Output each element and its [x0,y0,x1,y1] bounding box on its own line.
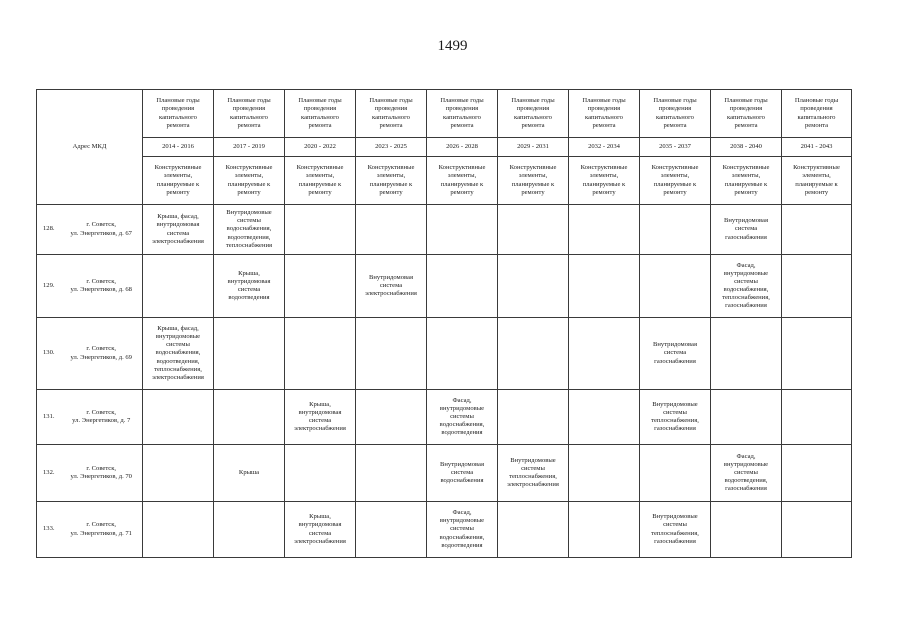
cell-text-line: ремонта [804,121,829,129]
cell-text-line: планируемые к [511,180,555,188]
cell-text-line: внутридомовая [298,521,342,529]
cell-text-line: Крыша, фасад, [157,213,199,221]
cell-text-line: электроснабжения [294,425,346,433]
cell-text-line: планируемые к [582,180,626,188]
repair-elements-cell [640,445,711,502]
cell-text-line: системы [734,277,758,285]
repair-elements-cell [782,502,852,558]
repair-elements-cell [640,318,711,390]
repair-elements-cell [356,502,427,558]
row-number: 130. [37,318,61,390]
cell-text-line: Внутридомовая [440,460,484,468]
cell-text-line: г. Советск, [86,408,117,416]
cell-text-line: Конструктивные [651,164,699,172]
cell-text-line: капитального [656,113,694,121]
cell-text-line: проведения [516,105,550,113]
cell-text-line: ремонта [166,121,190,129]
cell-text-line: водоснабжения [440,477,484,485]
cell-text-line: система [308,417,332,424]
table-row [37,445,852,502]
cell-text-line: г. Советск, [86,221,117,229]
repair-elements-cell [285,318,356,390]
period-elements-header [569,157,640,205]
row-number: 129. [37,255,61,318]
cell-text-line: Крыша, [309,513,331,521]
cell-text-line: Плановые годы [156,97,200,105]
cell-text-line: Крыша, фасад, [157,325,199,333]
cell-text-line: проведения [374,105,408,113]
cell-text-line: элементы, [802,172,831,180]
repair-elements-cell [498,318,569,390]
repair-elements-cell [143,205,214,255]
cell-text-line: Крыша, [238,269,260,277]
cell-text-line: внутридомовая [227,277,271,285]
cell-text-line: Конструктивные [367,164,415,172]
period-title-header [143,90,214,138]
repair-elements-cell [143,318,214,390]
cell-text-line: системы [521,464,545,472]
repair-elements-cell [498,390,569,445]
cell-text-line: ремонту [804,188,829,196]
cell-text-line: проведения [445,105,479,113]
cell-text-line: ремонту [592,188,616,196]
cell-text-line: элементы, [163,172,193,180]
cell-text-line: Плановые годы [298,97,342,105]
period-years-header: 2041 - 2043 [782,138,852,157]
cell-text-line: водоснабжения, [439,421,485,429]
cell-text-line: планируемые к [724,180,768,188]
cell-text-line: ремонта [379,121,403,129]
repair-elements-cell [143,502,214,558]
cell-text-line: газоснабжения [725,302,767,310]
repair-elements-cell [640,255,711,318]
repair-elements-cell [427,205,498,255]
cell-text-line: газоснабжения [654,425,696,433]
repair-elements-cell [356,445,427,502]
repair-elements-cell [356,390,427,445]
cell-text-line: проведения [303,105,337,113]
cell-text-line: водоотведения [441,429,483,437]
cell-text-line: элементы, [305,172,335,180]
cell-text-line: Внутридомовые [652,513,698,521]
cell-text-line: ул. Энергетиков, д. 71 [70,529,132,537]
cell-text-line: система [379,281,403,289]
cell-text-line: планируемые к [227,180,271,188]
cell-text-line: внутридомовые [723,460,769,468]
repair-elements-cell [711,205,782,255]
cell-text-line: капитального [727,113,765,121]
cell-text-line: Фасад, [452,509,472,517]
building-address [61,445,143,502]
period-title-header [285,90,356,138]
cell-text-line: водоснабжения, [226,225,272,233]
period-title-header [498,90,569,138]
cell-text-line: водоотведения [441,541,483,549]
cell-text-line: системы [450,525,474,533]
cell-text-line: проведения [800,105,833,113]
cell-text-line: электроснабжения [294,537,346,545]
cell-text-line: система [663,349,687,357]
period-elements-header [427,157,498,205]
cell-text-line: Конструктивные [225,164,273,172]
repair-elements-cell [640,205,711,255]
page-number: 1499 [437,38,468,54]
period-years-header: 2017 - 2019 [214,138,285,157]
repair-elements-cell [285,502,356,558]
capital-repair-plan-table [36,89,852,558]
building-address [61,205,143,255]
cell-text-line: ремонта [450,121,474,129]
cell-text-line: элементы, [660,172,690,180]
repair-elements-cell [356,205,427,255]
cell-text-line: ремонту [734,188,758,196]
building-address [61,502,143,558]
period-elements-header [285,157,356,205]
cell-text-line: Внутридомовая [653,341,697,349]
cell-text-line: внутридомовые [439,517,485,525]
cell-text-line: ул. Энергетиков, д. 68 [70,286,132,293]
repair-elements-cell [285,445,356,502]
cell-text-line: капитального [372,113,410,121]
cell-text-line: Внутридомовая [724,217,768,225]
repair-elements-cell [498,445,569,502]
cell-text-line: Внутридомовые [226,209,272,217]
repair-elements-cell [782,318,852,390]
cell-text-line: водоснабжения, [439,533,485,541]
period-title-header [782,90,852,138]
period-elements-header [782,157,852,205]
cell-text-line: капитального [514,113,552,121]
cell-text-line: ремонта [663,121,687,129]
repair-elements-cell [711,445,782,502]
cell-text-line: элементы, [376,172,406,180]
cell-text-line: теплоснабжения [225,241,273,249]
building-address [61,390,143,445]
repair-elements-cell [782,255,852,318]
repair-elements-cell [711,255,782,318]
repair-elements-cell [711,502,782,558]
repair-elements-cell [640,502,711,558]
repair-elements-cell [214,445,285,502]
cell-text-line: проведения [658,105,692,113]
period-title-header [214,90,285,138]
cell-text-line: системы [734,468,758,476]
cell-text-line: теплоснабжения, [509,473,557,480]
building-address [61,255,143,318]
cell-text-line: Плановые годы [794,97,839,105]
cell-text-line: теплоснабжения, [651,417,699,424]
cell-text-line: Конструктивные [509,164,557,172]
cell-text-line: ремонта [521,121,545,129]
cell-text-line: г. Советск, [86,345,117,353]
period-years-header: 2023 - 2025 [356,138,427,157]
cell-text-line: система [308,529,332,537]
repair-elements-cell [427,390,498,445]
cell-text-line: Фасад, [736,452,756,460]
cell-text-line: элементы, [234,172,264,180]
cell-text-line: Фасад, [736,261,756,269]
cell-text-line: Плановые годы [653,97,697,105]
cell-text-line: электроснабжения [365,290,417,298]
period-title-header [356,90,427,138]
row-number: 131. [37,390,61,445]
cell-text-line: планируемые к [369,180,413,188]
table-row [37,205,852,255]
period-elements-header [498,157,569,205]
repair-elements-cell [498,502,569,558]
period-title-header [640,90,711,138]
period-title-header [569,90,640,138]
cell-text-line: газоснабжения [654,537,696,545]
cell-text-line: капитального [301,113,339,121]
cell-text-line: система [237,286,261,293]
cell-text-line: планируемые к [795,180,838,188]
cell-text-line: капитального [159,113,197,121]
cell-text-line: системы [450,412,474,420]
period-elements-header [640,157,711,205]
cell-text-line: ремонта [592,121,616,129]
table-row [37,390,852,445]
period-elements-header [356,157,427,205]
cell-text-line: электроснабжения [152,373,204,381]
cell-text-line: водоснабжения, [155,349,201,357]
cell-text-line: ул. Энергетиков, д. 67 [70,229,132,237]
period-years-header: 2032 - 2034 [569,138,640,157]
repair-elements-cell [569,255,640,318]
cell-text-line: Плановые годы [582,97,626,105]
cell-text-line: планируемые к [156,180,200,188]
repair-elements-cell [214,502,285,558]
cell-text-line: проведения [232,105,266,113]
repair-elements-cell [498,255,569,318]
cell-text-line: планируемые к [653,180,697,188]
period-title-header [711,90,782,138]
cell-text-line: капитального [585,113,623,121]
table-row [37,502,852,558]
repair-elements-cell [782,445,852,502]
cell-text-line: газоснабжения [725,485,767,493]
period-years-header: 2014 - 2016 [143,138,214,157]
cell-text-line: газоснабжения [725,233,767,241]
cell-text-line: водоотведения, [724,477,768,485]
repair-elements-cell [782,390,852,445]
cell-text-line: ремонту [308,188,332,196]
cell-text-line: элементы, [731,172,761,180]
cell-text-line: теплоснабжения, [651,529,699,537]
cell-text-line: внутридомовая [156,221,200,229]
cell-text-line: Плановые годы [227,97,271,105]
cell-text-line: г. Советск, [86,277,117,285]
cell-text-line: ул. Энергетиков, д. 70 [70,473,132,480]
repair-elements-cell [569,390,640,445]
cell-text-line: ремонта [734,121,758,129]
building-address [61,318,143,390]
repair-elements-cell [356,318,427,390]
cell-text-line: элементы, [447,172,477,180]
cell-text-line: Плановые годы [511,97,555,105]
cell-text-line: Конструктивные [580,164,628,172]
cell-text-line: Конструктивные [438,164,486,172]
repair-elements-cell [427,445,498,502]
cell-text-line: проведения [729,105,763,113]
cell-text-line: Конструктивные [793,164,840,172]
cell-text-line: системы [663,521,687,529]
cell-text-line: капитального [443,113,481,121]
cell-text-line: ремонту [237,188,261,196]
repair-elements-cell [569,318,640,390]
cell-text-line: капитального [797,113,836,121]
cell-text-line: ремонту [521,188,545,196]
period-elements-header [143,157,214,205]
cell-text-line: Плановые годы [724,97,768,105]
cell-text-line: электроснабжения [507,481,559,489]
period-title-header [427,90,498,138]
repair-elements-cell [214,390,285,445]
repair-elements-cell [285,205,356,255]
cell-text-line: системы [663,408,687,416]
repair-elements-cell [285,255,356,318]
cell-text-line: электроснабжения [152,237,204,245]
cell-text-line: теплоснабжения, [154,365,202,373]
repair-elements-cell [214,318,285,390]
cell-text-line: ремонта [308,121,332,129]
period-years-header: 2035 - 2037 [640,138,711,157]
cell-text-line: ремонту [379,188,403,196]
cell-text-line: внутридомовая [298,408,342,416]
cell-text-line: Конструктивные [296,164,344,172]
cell-text-line: системы [166,341,190,349]
repair-elements-cell [356,255,427,318]
cell-text-line: водоотведения, [156,357,200,365]
repair-elements-cell [711,318,782,390]
table-row [37,255,852,318]
period-years-header: 2029 - 2031 [498,138,569,157]
repair-elements-cell [214,205,285,255]
repair-elements-cell [143,390,214,445]
repair-elements-cell [214,255,285,318]
cell-text-line: элементы, [518,172,548,180]
repair-elements-cell [569,502,640,558]
cell-text-line: водоснабжения, [723,286,769,293]
cell-text-line: элементы, [589,172,619,180]
cell-text-line: проведения [587,105,621,113]
cell-text-line: Внутридомовые [510,456,556,464]
row-number: 133. [37,502,61,558]
period-years-header: 2038 - 2040 [711,138,782,157]
cell-text-line: водоотведения, [227,233,271,241]
repair-elements-cell [569,205,640,255]
cell-text-line: Крыша [238,468,260,476]
repair-elements-cell [143,445,214,502]
cell-text-line: внутридомовые [439,404,485,412]
row-number: 132. [37,445,61,502]
repair-elements-cell [427,255,498,318]
repair-elements-cell [498,205,569,255]
cell-text-line: Крыша, [309,400,331,408]
cell-text-line: Внутридомовые [652,400,698,408]
cell-text-line: теплоснабжения, [722,294,770,302]
cell-text-line: ремонту [166,188,190,196]
repair-elements-cell [782,205,852,255]
period-elements-header [711,157,782,205]
cell-text-line: г. Советск, [86,521,117,529]
repair-elements-cell [640,390,711,445]
repair-elements-cell [711,390,782,445]
cell-text-line: газоснабжения [654,357,696,365]
cell-text-line: Фасад, [452,396,472,404]
cell-text-line: система [450,468,474,476]
period-years-header: 2020 - 2022 [285,138,356,157]
period-elements-header [214,157,285,205]
cell-text-line: ремонта [237,121,261,129]
cell-text-line: водоотведения [228,294,270,302]
cell-text-line: внутридомовые [723,269,769,277]
cell-text-line: г. Советск, [86,464,117,472]
cell-text-line: планируемые к [440,180,484,188]
cell-text-line: Конструктивные [722,164,770,172]
address-column-header: Адрес МКД [37,90,143,205]
cell-text-line: Плановые годы [369,97,413,105]
cell-text-line: Плановые годы [440,97,484,105]
row-number: 128. [37,205,61,255]
repair-elements-cell [285,390,356,445]
cell-text-line: системы [237,217,261,225]
cell-text-line: планируемые к [298,180,342,188]
repair-elements-cell [427,318,498,390]
repair-elements-cell [569,445,640,502]
repair-elements-cell [143,255,214,318]
table-row [37,318,852,390]
period-years-header: 2026 - 2028 [427,138,498,157]
cell-text-line: ремонту [450,188,474,196]
cell-text-line: система [734,225,758,233]
cell-text-line: внутридомовые [155,333,201,341]
cell-text-line: Внутридомовая [369,273,413,281]
cell-text-line: ул. Энергетиков, д. 69 [70,353,132,361]
repair-elements-cell [427,502,498,558]
cell-text-line: Конструктивные [154,164,202,172]
cell-text-line: проведения [161,105,195,113]
cell-text-line: ул. Энергетиков, д. 7 [72,417,131,424]
cell-text-line: система [166,229,190,237]
cell-text-line: капитального [230,113,268,121]
cell-text-line: ремонту [663,188,687,196]
